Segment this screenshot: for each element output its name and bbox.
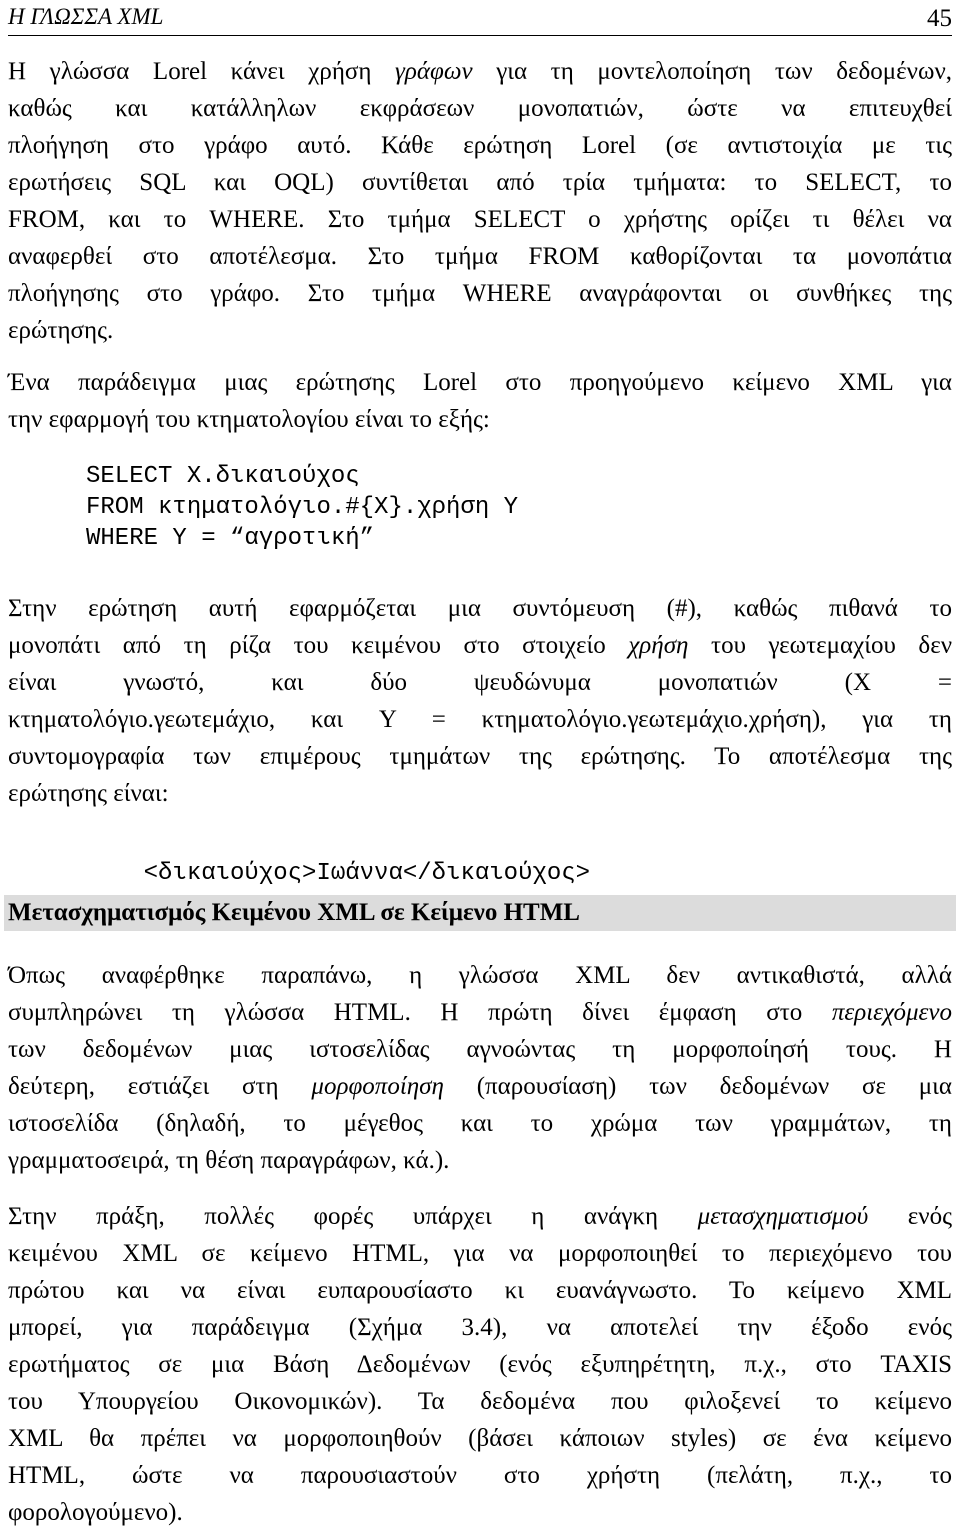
text-line: αναφερθεί στο αποτέλεσμα. Στο τμήμα FROM καθορίζονται τα μονοπάτια [8, 243, 952, 270]
emphasized-term: μετασχηματισμού [697, 1203, 869, 1230]
text-line: γραμματοσειρά, τη θέση παραγράφων, κά.). [8, 1147, 450, 1174]
text-line: πρώτου και να είναι ευπαρουσίαστο κι ευανάγνωστο. Το κείμενο XML [8, 1277, 952, 1304]
text-fragment: συμπληρώνει τη γλώσσα HTML. Η πρώτη δίνει έμφαση στο [8, 999, 832, 1026]
text-line: ερώτησης είναι: [8, 780, 169, 807]
text-line: μπορεί, για παράδειγμα (Σχήμα 3.4), να αποτελεί την έξοδο ενός [8, 1314, 952, 1341]
text-fragment: του γεωτεμαχίου δεν [688, 632, 952, 659]
text-line: ερωτήματος σε μια Βάση Δεδομένων (ενός εξυπηρέτητη, π.χ., στο TAXIS [8, 1351, 952, 1378]
text-line: φορολογούμενο). [8, 1499, 183, 1526]
emphasized-term: περιεχόμενο [831, 999, 952, 1026]
page-number: 45 [927, 5, 952, 32]
text-line: Στην ερώτηση αυτή εφαρμόζεται μια συντόμευση (#), καθώς πιθανά το [8, 595, 952, 622]
text-line: FROM, και το WHERE. Στο τμήμα SELECT ο χρήστης ορίζει τι θέλει να [8, 206, 952, 233]
text-fragment: ενός [868, 1203, 952, 1230]
text-line: ερώτησης. [8, 317, 114, 344]
text-fragment: Στην πράξη, πολλές φορές υπάρχει η ανάγκη [8, 1203, 698, 1230]
text-line: συντομογραφία των επιμέρους τμημάτων της ερώτησης. Το αποτέλεσμα της [8, 743, 952, 770]
paragraph-lorel-intro [8, 53, 952, 349]
text-line: πλοήγηση στο γράφο αυτό. Κάθε ερώτηση Lorel (σε αντιστοιχία με τις [8, 132, 952, 159]
code-line: SELECT X.δικαιούχος [86, 463, 360, 490]
text-line [8, 1068, 952, 1105]
text-line: του Υπουργείου Οικονομικών). Τα δεδομένα που φιλοξενεί το κείμενο [8, 1388, 952, 1415]
text-line [8, 994, 952, 1031]
header-rule [8, 35, 952, 36]
chapter-title: Η ΓΛΩΣΣΑ XML [8, 4, 164, 29]
text-fragment: δεύτερη, εστιάζει στη [8, 1073, 312, 1100]
text-line: HTML, ώστε να παρουσιαστούν στο χρήστη (πελάτη, π.χ., το [8, 1462, 952, 1489]
text-line: ερωτήσεις SQL και OQL) συντίθεται από τρία τμήματα: το SELECT, το [8, 169, 952, 196]
section-heading: Μετασχηματισμός Κειμένου XML σε Κείμενο HTML [4, 895, 956, 931]
text-line [8, 1198, 952, 1235]
text-line: Όπως αναφέρθηκε παραπάνω, η γλώσσα XML δεν αντικαθιστά, αλλά [8, 962, 952, 989]
code-block-lorel-query [86, 461, 518, 554]
text-line: καθώς και κατάλληλων εκφράσεων μονοπατιών, ώστε να επιτευχθεί [8, 95, 952, 122]
text-line: την εφαρμογή του κτηματολογίου είναι το εξής: [8, 406, 490, 433]
text-line: XML θα πρέπει να μορφοποιηθούν (βάσει κάποιων styles) σε ένα κείμενο [8, 1425, 952, 1452]
text-line: κτηματολόγιο.γεωτεμάχιο, και Y = κτηματολόγιο.γεωτεμάχιο.χρήση), για τη [8, 706, 952, 733]
paragraph-xml-vs-html [8, 957, 952, 1179]
text-fragment: για τη μοντελοποίηση των δεδομένων, [472, 58, 952, 85]
text-line: είναι γνωστό, και δύο ψευδώνυμα μονοπατιών (X = [8, 669, 952, 696]
text-fragment: μονοπάτι από τη ρίζα του κειμένου στο στοιχείο [8, 632, 629, 659]
text-line: πλοήγησης στο γράφο. Στο τμήμα WHERE αναγράφονται οι συνθήκες της [8, 280, 952, 307]
text-line: Ένα παράδειγμα μιας ερώτησης Lorel στο προηγούμενο κείμενο XML για [8, 369, 952, 396]
paragraph-query-explanation [8, 590, 952, 812]
text-line: των δεδομένων μιας ιστοσελίδας αγνοώντας τη μορφοποίησή τους. Η [8, 1036, 952, 1063]
emphasized-term: χρήση [628, 632, 689, 659]
text-fragment: Η γλώσσα Lorel κάνει χρήση [8, 58, 396, 85]
paragraph-example-intro [8, 364, 952, 438]
code-line: WHERE Y = “αγροτική” [86, 525, 375, 552]
code-line: FROM κτηματολόγιο.#{X}.χρήση Y [86, 494, 519, 521]
text-line: ιστοσελίδα (δηλαδή, το μέγεθος και το χρώμα των γραμμάτων, τη [8, 1110, 952, 1137]
text-line: κειμένου XML σε κείμενο HTML, για να μορφοποιηθεί το περιεχόμενο του [8, 1240, 952, 1267]
text-line [8, 627, 952, 664]
emphasized-term: μορφοποίηση [311, 1073, 444, 1100]
text-fragment: (παρουσίαση) των δεδομένων σε μια [443, 1073, 952, 1100]
paragraph-transformation [8, 1198, 952, 1531]
code-line: <δικαιούχος>Ιωάννα</δικαιούχος> [143, 860, 591, 887]
page-header [8, 2, 952, 34]
emphasized-term: γράφων [395, 58, 473, 85]
text-line [8, 53, 952, 90]
